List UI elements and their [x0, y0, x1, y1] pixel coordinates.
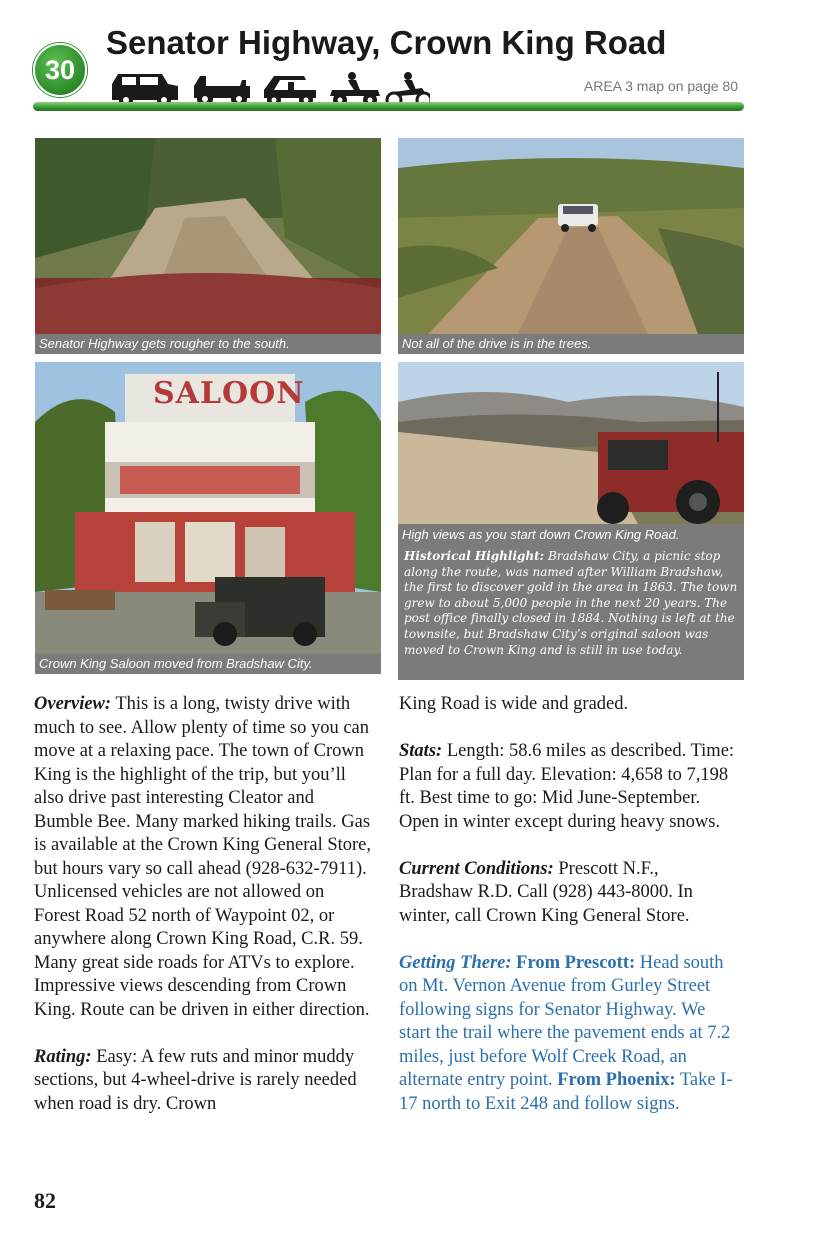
photo-caption: High views as you start down Crown King Road.: [398, 524, 744, 546]
overview-label: Overview:: [34, 694, 112, 714]
rating-label: Rating:: [34, 1046, 92, 1067]
saloon-sign-text: SALOON: [153, 376, 305, 411]
historical-text: Bradshaw City, a picnic stop along the route, was named after William Bradshaw, the first to discover gold in the area in 1863. The town grew to about 5,000 people in the next 20 years. The post office finally closed in 1884. Nothing is left at the townsite, but Bradshaw City’s original saloon was moved to Crown King and is still in use today.: [404, 549, 738, 657]
page-number: 82: [34, 1188, 56, 1213]
stats-label: Stats:: [399, 741, 443, 761]
right-column: [399, 693, 735, 1140]
stats-text: Length: 58.6 miles as described. Time: Plan for a full day. Elevation: 4,658 to 7,198 ft. Best time to go: Mid June-September. Open in winter except during heavy snows.: [399, 741, 735, 832]
photo-truck-on-road: [398, 138, 744, 334]
stats-paragraph: [399, 740, 735, 834]
from-phoenix-label: From Phoenix:: [552, 1070, 676, 1090]
historical-highlight: [398, 546, 744, 680]
conditions-text: Prescott N.F., Bradshaw R.D. Call (928) 443-8000. In winter, call Crown King General Store.: [399, 858, 693, 926]
getting-there-paragraph: [399, 952, 735, 1117]
route-number-badge: 30: [33, 43, 87, 97]
map-reference: AREA 3 map on page 80: [583, 78, 738, 94]
from-prescott-text: Head south on Mt. Vernon Avenue from Gurley Street following signs for Senator Highway. We start the trail where the pavement ends at 7.2 miles, just before Wolf Creek Road, an alternate entry point.: [399, 952, 731, 1090]
photo-caption: Crown King Saloon moved from Bradshaw City.: [35, 654, 381, 674]
rating-paragraph: [34, 1046, 374, 1117]
photo-caption: Senator Highway gets rougher to the south.: [35, 334, 381, 354]
conditions-paragraph: [399, 858, 735, 929]
rating-continued: King Road is wide and graded.: [399, 694, 629, 714]
header-rule: [33, 102, 744, 111]
conditions-label: Current Conditions:: [399, 858, 554, 879]
historical-label: Historical Highlight:: [404, 549, 545, 563]
photo-forest-road: [35, 138, 381, 334]
photo-jeep-view: [398, 362, 744, 524]
getting-there-label: Getting There:: [399, 952, 512, 973]
overview-text: This is a long, twisty drive with much to see. Allow plenty of time so you can move at a relaxing pace. The town of Crown King is the highlight of the trip, but you’ll also drive past interesting Cleator and Bumble Bee. Many marked hiking trails. Gas is available at the Crown King General Store, but hours vary so call ahead (928-632-7911). Unlicensed vehicles are not allowed on Forest Road 52 north of Waypoint 02, or anywhere along Crown King Road, C.R. 59. Many great side roads for ATVs to explore. Impressive views descending from Crown King. Route can be driven in either direction.: [34, 694, 372, 1020]
page-title: Senator Highway, Crown King Road: [106, 24, 667, 61]
overview-paragraph: [34, 693, 374, 1022]
left-column: [34, 693, 374, 1140]
rating-text: Easy: A few ruts and minor muddy sections, but 4-wheel-drive is rarely needed when road is dry. Crown: [34, 1046, 357, 1114]
from-prescott-label: From Prescott:: [511, 952, 636, 973]
photo-saloon: [35, 362, 381, 660]
photo-caption: Not all of the drive is in the trees.: [398, 334, 744, 354]
from-phoenix-text: Take I-17 north to Exit 248 and follow signs.: [399, 1070, 733, 1114]
